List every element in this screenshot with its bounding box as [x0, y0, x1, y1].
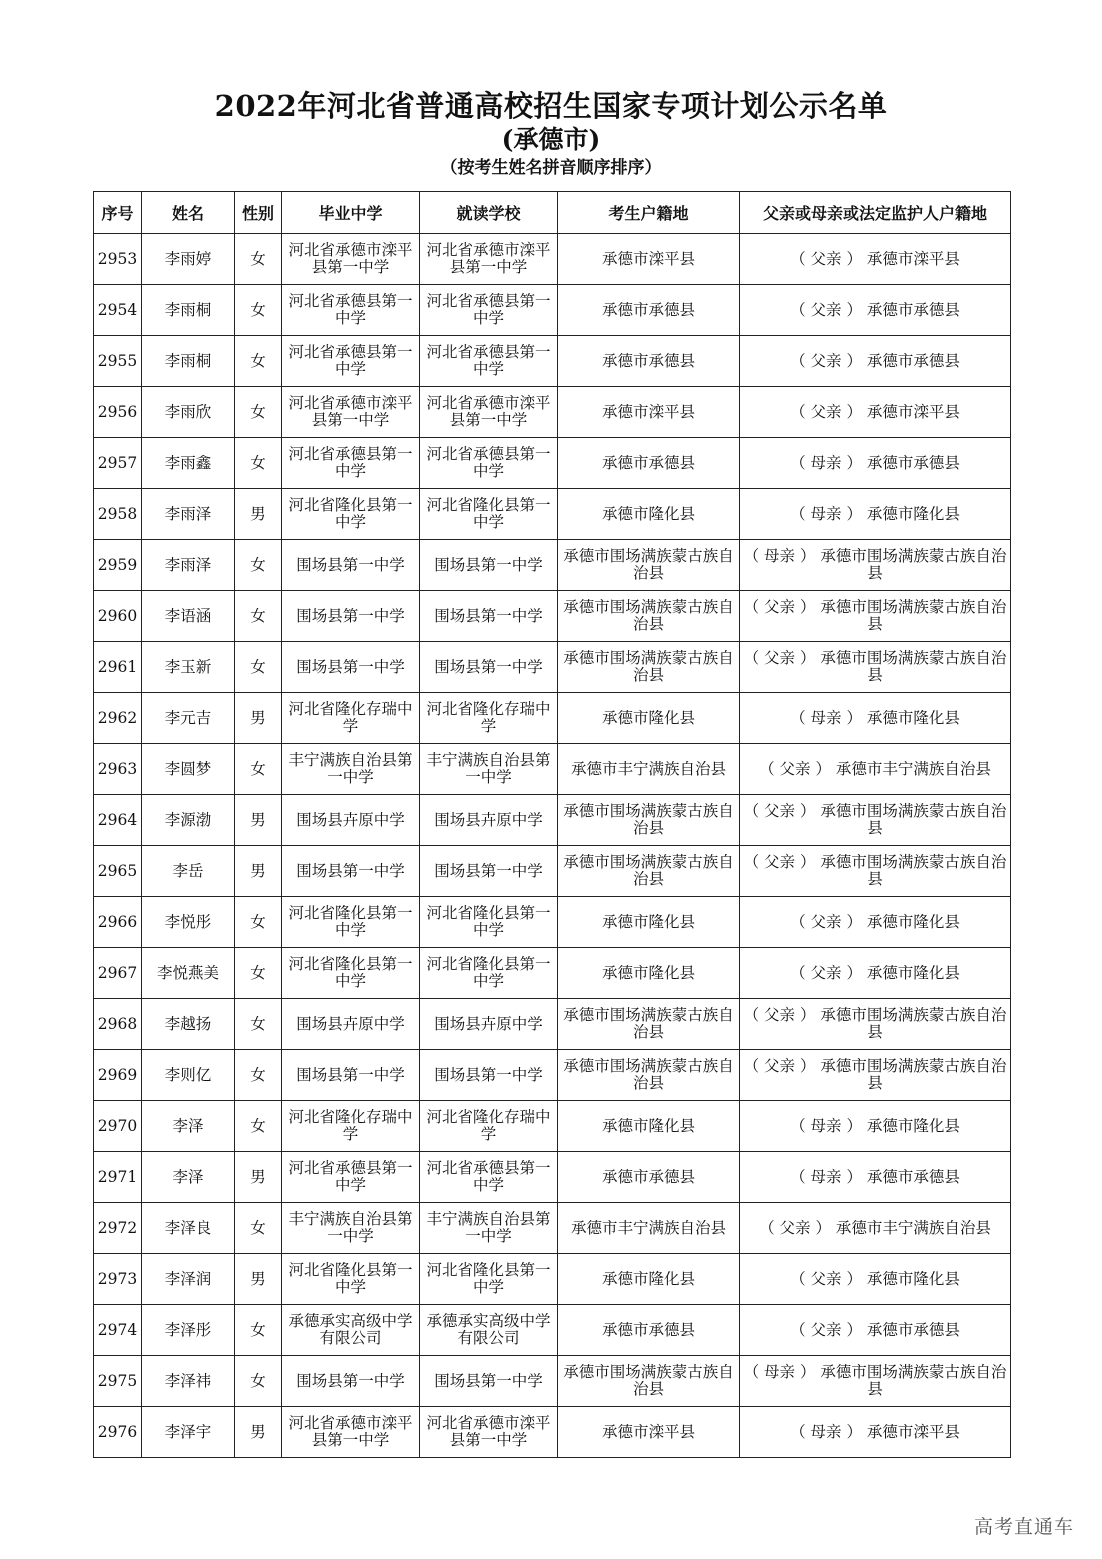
graduation-school-cell: 围场县第一中学 [282, 1050, 420, 1101]
table-header-row [94, 192, 1011, 234]
current-school-cell: 河北省承德县第一中学 [420, 285, 558, 336]
graduation-school-cell: 河北省隆化县第一中学 [282, 948, 420, 999]
seq-cell: 2974 [94, 1305, 142, 1356]
graduation-school-cell: 围场县第一中学 [282, 1356, 420, 1407]
graduation-school-cell: 围场县第一中学 [282, 591, 420, 642]
table-row [94, 642, 1011, 693]
name-cell: 李雨桐 [142, 285, 235, 336]
seq-cell: 2967 [94, 948, 142, 999]
graduation-school-cell: 河北省承德市滦平县第一中学 [282, 234, 420, 285]
table-row [94, 1152, 1011, 1203]
gender-cell: 女 [235, 897, 282, 948]
gender-cell: 女 [235, 540, 282, 591]
current-school-cell: 承德承实高级中学有限公司 [420, 1305, 558, 1356]
name-cell: 李雨欣 [142, 387, 235, 438]
name-cell: 李悦燕美 [142, 948, 235, 999]
student-hukou-cell: 承德市围场满族蒙古族自治县 [558, 795, 740, 846]
student-hukou-cell: 承德市隆化县 [558, 489, 740, 540]
name-cell: 李泽彤 [142, 1305, 235, 1356]
seq-cell: 2960 [94, 591, 142, 642]
seq-cell: 2975 [94, 1356, 142, 1407]
guardian-hukou-cell: （ 父亲 ） 承德市围场满族蒙古族自治县 [740, 591, 1011, 642]
name-cell: 李泽祎 [142, 1356, 235, 1407]
gender-cell: 女 [235, 948, 282, 999]
seq-cell: 2953 [94, 234, 142, 285]
student-hukou-cell: 承德市围场满族蒙古族自治县 [558, 999, 740, 1050]
header-student-hukou: 考生户籍地 [558, 192, 740, 234]
gender-cell: 男 [235, 693, 282, 744]
guardian-hukou-cell: （ 父亲 ） 承德市围场满族蒙古族自治县 [740, 795, 1011, 846]
graduation-school-cell: 丰宁满族自治县第一中学 [282, 1203, 420, 1254]
name-cell: 李泽 [142, 1101, 235, 1152]
current-school-cell: 河北省隆化县第一中学 [420, 897, 558, 948]
student-hukou-cell: 承德市围场满族蒙古族自治县 [558, 1050, 740, 1101]
name-cell: 李悦彤 [142, 897, 235, 948]
table-row [94, 846, 1011, 897]
table-row [94, 1407, 1011, 1458]
table-row [94, 1203, 1011, 1254]
name-cell: 李越扬 [142, 999, 235, 1050]
table-row [94, 540, 1011, 591]
guardian-hukou-cell: （ 父亲 ） 承德市丰宁满族自治县 [740, 1203, 1011, 1254]
current-school-cell: 河北省隆化县第一中学 [420, 1254, 558, 1305]
student-hukou-cell: 承德市承德县 [558, 1152, 740, 1203]
table-row [94, 489, 1011, 540]
name-cell: 李岳 [142, 846, 235, 897]
header-gender: 性别 [235, 192, 282, 234]
current-school-cell: 河北省承德市滦平县第一中学 [420, 234, 558, 285]
seq-cell: 2956 [94, 387, 142, 438]
seq-cell: 2973 [94, 1254, 142, 1305]
student-hukou-cell: 承德市承德县 [558, 336, 740, 387]
seq-cell: 2965 [94, 846, 142, 897]
name-cell: 李则亿 [142, 1050, 235, 1101]
gender-cell: 女 [235, 1203, 282, 1254]
guardian-hukou-cell: （ 父亲 ） 承德市围场满族蒙古族自治县 [740, 1050, 1011, 1101]
seq-cell: 2971 [94, 1152, 142, 1203]
graduation-school-cell: 围场县卉原中学 [282, 999, 420, 1050]
student-hukou-cell: 承德市滦平县 [558, 234, 740, 285]
graduation-school-cell: 河北省隆化县第一中学 [282, 1254, 420, 1305]
gender-cell: 男 [235, 1152, 282, 1203]
current-school-cell: 河北省隆化县第一中学 [420, 489, 558, 540]
current-school-cell: 围场县第一中学 [420, 642, 558, 693]
seq-cell: 2966 [94, 897, 142, 948]
gender-cell: 女 [235, 234, 282, 285]
seq-cell: 2957 [94, 438, 142, 489]
gender-cell: 男 [235, 489, 282, 540]
student-hukou-cell: 承德市隆化县 [558, 897, 740, 948]
table-body [94, 234, 1011, 1458]
seq-cell: 2970 [94, 1101, 142, 1152]
seq-cell: 2961 [94, 642, 142, 693]
current-school-cell: 河北省承德市滦平县第一中学 [420, 1407, 558, 1458]
current-school-cell: 河北省承德县第一中学 [420, 438, 558, 489]
guardian-hukou-cell: （ 父亲 ） 承德市承德县 [740, 1305, 1011, 1356]
seq-cell: 2963 [94, 744, 142, 795]
current-school-cell: 围场县第一中学 [420, 846, 558, 897]
guardian-hukou-cell: （ 母亲 ） 承德市隆化县 [740, 693, 1011, 744]
student-hukou-cell: 承德市围场满族蒙古族自治县 [558, 540, 740, 591]
header-seq: 序号 [94, 192, 142, 234]
table-row [94, 1305, 1011, 1356]
document-subtitle: (承德市) [501, 125, 601, 154]
seq-cell: 2964 [94, 795, 142, 846]
current-school-cell: 河北省隆化存瑞中学 [420, 1101, 558, 1152]
gender-cell: 男 [235, 795, 282, 846]
gender-cell: 女 [235, 591, 282, 642]
gender-cell: 男 [235, 1407, 282, 1458]
seq-cell: 2972 [94, 1203, 142, 1254]
graduation-school-cell: 河北省隆化县第一中学 [282, 897, 420, 948]
graduation-school-cell: 河北省隆化县第一中学 [282, 489, 420, 540]
graduation-school-cell: 河北省承德市滦平县第一中学 [282, 387, 420, 438]
header-name: 姓名 [142, 192, 235, 234]
table-row [94, 693, 1011, 744]
gender-cell: 男 [235, 1254, 282, 1305]
guardian-hukou-cell: （ 父亲 ） 承德市围场满族蒙古族自治县 [740, 846, 1011, 897]
table-row [94, 438, 1011, 489]
graduation-school-cell: 河北省承德县第一中学 [282, 1152, 420, 1203]
table-row [94, 387, 1011, 438]
gender-cell: 男 [235, 846, 282, 897]
name-cell: 李雨婷 [142, 234, 235, 285]
graduation-school-cell: 丰宁满族自治县第一中学 [282, 744, 420, 795]
student-hukou-cell: 承德市围场满族蒙古族自治县 [558, 591, 740, 642]
gender-cell: 女 [235, 642, 282, 693]
current-school-cell: 河北省承德县第一中学 [420, 336, 558, 387]
gender-cell: 女 [235, 1305, 282, 1356]
gender-cell: 女 [235, 285, 282, 336]
name-cell: 李元吉 [142, 693, 235, 744]
gender-cell: 女 [235, 1050, 282, 1101]
current-school-cell: 河北省隆化县第一中学 [420, 948, 558, 999]
graduation-school-cell: 承德承实高级中学有限公司 [282, 1305, 420, 1356]
student-hukou-cell: 承德市隆化县 [558, 1254, 740, 1305]
student-hukou-cell: 承德市承德县 [558, 285, 740, 336]
gender-cell: 女 [235, 387, 282, 438]
name-cell: 李泽 [142, 1152, 235, 1203]
student-hukou-cell: 承德市滦平县 [558, 1407, 740, 1458]
gender-cell: 女 [235, 999, 282, 1050]
graduation-school-cell: 河北省承德县第一中学 [282, 285, 420, 336]
seq-cell: 2955 [94, 336, 142, 387]
table-row [94, 1254, 1011, 1305]
seq-cell: 2954 [94, 285, 142, 336]
student-hukou-cell: 承德市围场满族蒙古族自治县 [558, 642, 740, 693]
guardian-hukou-cell: （ 母亲 ） 承德市隆化县 [740, 489, 1011, 540]
guardian-hukou-cell: （ 母亲 ） 承德市承德县 [740, 438, 1011, 489]
student-hukou-cell: 承德市围场满族蒙古族自治县 [558, 846, 740, 897]
table-row [94, 1050, 1011, 1101]
graduation-school-cell: 围场县第一中学 [282, 846, 420, 897]
student-hukou-cell: 承德市隆化县 [558, 693, 740, 744]
table-row [94, 1356, 1011, 1407]
name-cell: 李泽宇 [142, 1407, 235, 1458]
gender-cell: 女 [235, 336, 282, 387]
name-cell: 李泽润 [142, 1254, 235, 1305]
seq-cell: 2976 [94, 1407, 142, 1458]
guardian-hukou-cell: （ 父亲 ） 承德市隆化县 [740, 948, 1011, 999]
student-hukou-cell: 承德市围场满族蒙古族自治县 [558, 1356, 740, 1407]
student-hukou-cell: 承德市隆化县 [558, 1101, 740, 1152]
name-cell: 李语涵 [142, 591, 235, 642]
guardian-hukou-cell: （ 母亲 ） 承德市围场满族蒙古族自治县 [740, 540, 1011, 591]
table-row [94, 744, 1011, 795]
guardian-hukou-cell: （ 父亲 ） 承德市隆化县 [740, 897, 1011, 948]
current-school-cell: 河北省承德县第一中学 [420, 1152, 558, 1203]
guardian-hukou-cell: （ 父亲 ） 承德市丰宁满族自治县 [740, 744, 1011, 795]
guardian-hukou-cell: （ 父亲 ） 承德市隆化县 [740, 1254, 1011, 1305]
table-row [94, 285, 1011, 336]
seq-cell: 2959 [94, 540, 142, 591]
current-school-cell: 围场县第一中学 [420, 1050, 558, 1101]
table-row [94, 948, 1011, 999]
name-cell: 李源渤 [142, 795, 235, 846]
guardian-hukou-cell: （ 父亲 ） 承德市承德县 [740, 336, 1011, 387]
student-hukou-cell: 承德市滦平县 [558, 387, 740, 438]
table-row [94, 999, 1011, 1050]
student-hukou-cell: 承德市隆化县 [558, 948, 740, 999]
guardian-hukou-cell: （ 父亲 ） 承德市围场满族蒙古族自治县 [740, 642, 1011, 693]
current-school-cell: 河北省承德市滦平县第一中学 [420, 387, 558, 438]
sort-note: （按考生姓名拼音顺序排序） [440, 158, 662, 178]
current-school-cell: 围场县第一中学 [420, 591, 558, 642]
gender-cell: 女 [235, 1101, 282, 1152]
guardian-hukou-cell: （ 父亲 ） 承德市滦平县 [740, 387, 1011, 438]
guardian-hukou-cell: （ 父亲 ） 承德市承德县 [740, 285, 1011, 336]
name-cell: 李圆梦 [142, 744, 235, 795]
guardian-hukou-cell: （ 母亲 ） 承德市滦平县 [740, 1407, 1011, 1458]
student-hukou-cell: 承德市丰宁满族自治县 [558, 1203, 740, 1254]
current-school-cell: 围场县第一中学 [420, 540, 558, 591]
guardian-hukou-cell: （ 母亲 ） 承德市围场满族蒙古族自治县 [740, 1356, 1011, 1407]
seq-cell: 2969 [94, 1050, 142, 1101]
seq-cell: 2968 [94, 999, 142, 1050]
current-school-cell: 围场县卉原中学 [420, 795, 558, 846]
graduation-school-cell: 围场县第一中学 [282, 642, 420, 693]
header-current-school: 就读学校 [420, 192, 558, 234]
gender-cell: 女 [235, 438, 282, 489]
student-hukou-cell: 承德市承德县 [558, 1305, 740, 1356]
table-row [94, 897, 1011, 948]
table-row [94, 1101, 1011, 1152]
name-cell: 李泽良 [142, 1203, 235, 1254]
document-title: 2022年河北省普通高校招生国家专项计划公示名单 [214, 89, 888, 123]
graduation-school-cell: 围场县卉原中学 [282, 795, 420, 846]
current-school-cell: 围场县第一中学 [420, 1356, 558, 1407]
guardian-hukou-cell: （ 父亲 ） 承德市滦平县 [740, 234, 1011, 285]
gender-cell: 女 [235, 1356, 282, 1407]
current-school-cell: 围场县卉原中学 [420, 999, 558, 1050]
name-cell: 李玉新 [142, 642, 235, 693]
student-hukou-cell: 承德市丰宁满族自治县 [558, 744, 740, 795]
graduation-school-cell: 河北省隆化存瑞中学 [282, 1101, 420, 1152]
seq-cell: 2962 [94, 693, 142, 744]
name-cell: 李雨泽 [142, 540, 235, 591]
table-row [94, 234, 1011, 285]
current-school-cell: 丰宁满族自治县第一中学 [420, 1203, 558, 1254]
student-hukou-cell: 承德市承德县 [558, 438, 740, 489]
graduation-school-cell: 围场县第一中学 [282, 540, 420, 591]
guardian-hukou-cell: （ 母亲 ） 承德市承德县 [740, 1152, 1011, 1203]
table-row [94, 795, 1011, 846]
name-cell: 李雨鑫 [142, 438, 235, 489]
current-school-cell: 河北省隆化存瑞中学 [420, 693, 558, 744]
guardian-hukou-cell: （ 父亲 ） 承德市围场满族蒙古族自治县 [740, 999, 1011, 1050]
graduation-school-cell: 河北省隆化存瑞中学 [282, 693, 420, 744]
graduation-school-cell: 河北省承德市滦平县第一中学 [282, 1407, 420, 1458]
table-row [94, 336, 1011, 387]
name-cell: 李雨泽 [142, 489, 235, 540]
seq-cell: 2958 [94, 489, 142, 540]
name-cell: 李雨桐 [142, 336, 235, 387]
graduation-school-cell: 河北省承德县第一中学 [282, 336, 420, 387]
guardian-hukou-cell: （ 母亲 ） 承德市隆化县 [740, 1101, 1011, 1152]
current-school-cell: 丰宁满族自治县第一中学 [420, 744, 558, 795]
roster-table [93, 191, 1011, 1458]
gender-cell: 女 [235, 744, 282, 795]
header-graduation-school: 毕业中学 [282, 192, 420, 234]
watermark: 高考直通车 [973, 1516, 1074, 1538]
table-row [94, 591, 1011, 642]
graduation-school-cell: 河北省承德县第一中学 [282, 438, 420, 489]
header-guardian-hukou: 父亲或母亲或法定监护人户籍地 [740, 192, 1011, 234]
